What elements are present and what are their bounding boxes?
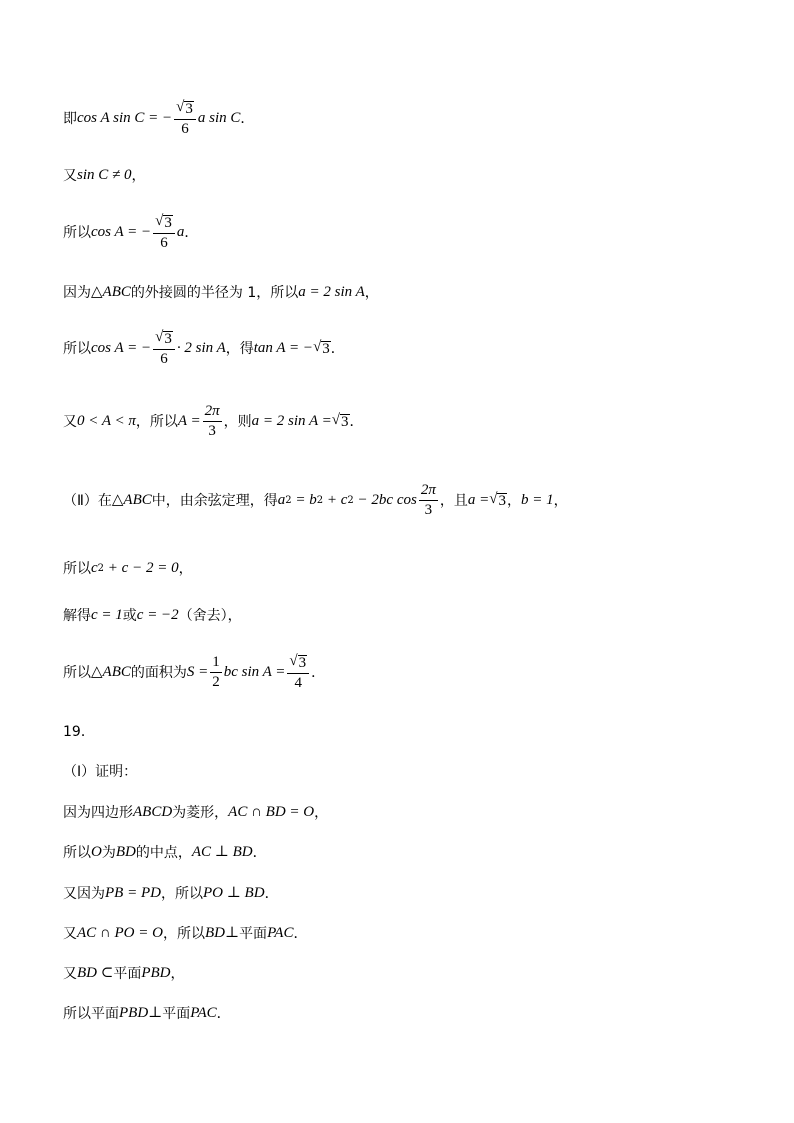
- text: 又因为: [63, 885, 105, 902]
- math: a = 2 sin A: [298, 284, 365, 300]
- numerator: 1: [210, 655, 222, 673]
- text: 中，由余弦定理，得: [151, 492, 278, 509]
- text: 又: [63, 925, 77, 942]
- math: cos A sin C = −: [77, 110, 173, 127]
- sqrt-arg: 3: [298, 655, 307, 671]
- math: bc sin A =: [223, 664, 286, 681]
- math: + c − 2 = 0: [104, 560, 179, 576]
- text: 解得: [63, 607, 91, 624]
- denominator: 6: [160, 350, 168, 367]
- text: 或: [122, 607, 137, 624]
- math: c: [91, 560, 98, 576]
- punct: ．: [311, 664, 326, 681]
- punct: ．: [349, 413, 364, 430]
- proof-line-1: [63, 805, 328, 820]
- text: 所以: [63, 340, 91, 357]
- math: a =: [467, 492, 490, 509]
- math: cos A = −: [91, 340, 152, 357]
- text: 19．: [63, 724, 95, 740]
- math: BD⊥: [204, 925, 240, 941]
- math: A =: [177, 413, 201, 430]
- sqrt: √ 3: [176, 99, 193, 117]
- math: AC ⊥ BD: [191, 844, 253, 860]
- math: AC ∩ BD = O: [228, 804, 315, 820]
- solution-line-6: [63, 404, 364, 440]
- math: a sin C: [197, 110, 241, 127]
- math: △ABC: [91, 284, 131, 300]
- punct: ，: [170, 965, 185, 982]
- math: a: [277, 492, 286, 509]
- text: （Ⅰ）证明：: [63, 764, 138, 780]
- math: △ABC: [91, 664, 131, 681]
- math: sin C ≠ 0: [77, 167, 132, 183]
- solution-line-2: [63, 168, 146, 183]
- text: （舍去），: [178, 607, 242, 624]
- sqrt-arg: 3: [164, 215, 172, 231]
- text: ，得: [225, 340, 254, 357]
- text: 所以: [63, 560, 91, 577]
- exponent: 2: [97, 562, 105, 574]
- text: 为: [101, 844, 116, 861]
- text: 又: [63, 167, 77, 184]
- denominator: 6: [181, 120, 189, 137]
- text: （Ⅱ）在: [63, 492, 112, 509]
- text: ，则: [223, 413, 252, 430]
- punct: ，: [506, 492, 521, 509]
- text: 平面: [239, 925, 268, 942]
- solution-line-3: [63, 214, 198, 252]
- punct: ．: [330, 340, 345, 357]
- punct: ，: [553, 492, 568, 509]
- solution-line-7: [63, 483, 568, 519]
- punct: ．: [252, 844, 267, 861]
- sqrt: √ 3: [331, 411, 349, 430]
- math: △ABC: [111, 492, 152, 509]
- part-heading: [63, 765, 137, 779]
- math: BD: [115, 844, 136, 860]
- numerator: 2π: [203, 404, 222, 422]
- punct: ．: [264, 885, 279, 902]
- punct: ．: [216, 1005, 231, 1022]
- solution-line-10: [63, 654, 325, 692]
- sqrt-arg: 3: [341, 413, 349, 430]
- sqrt-arg: 3: [164, 331, 172, 347]
- sqrt: √ 3: [289, 653, 307, 671]
- solution-line-8: [63, 561, 193, 576]
- math: PBD⊥: [119, 1005, 163, 1021]
- text: 为菱形，: [172, 804, 229, 821]
- math: a: [176, 224, 185, 241]
- text: 因为: [63, 284, 91, 301]
- math: AC ∩ PO = O: [77, 925, 163, 941]
- proof-line-2: [63, 845, 267, 860]
- text: 又: [63, 413, 77, 430]
- math: 0 < A < π: [77, 413, 136, 430]
- punct: ．: [184, 224, 199, 241]
- punct: ，: [178, 560, 193, 577]
- text: 平面: [113, 965, 142, 982]
- sqrt: √ 3: [489, 490, 506, 509]
- solution-line-1: [63, 100, 254, 138]
- punct: ，: [314, 804, 329, 821]
- text: 又: [63, 965, 77, 982]
- text: 平面: [162, 1005, 191, 1022]
- sqrt: √ 3: [313, 338, 330, 357]
- math: PB = PD: [105, 885, 161, 901]
- proof-line-6: [63, 1006, 231, 1021]
- proof-line-5: [63, 966, 185, 981]
- exponent: 2: [316, 494, 324, 506]
- denominator: 3: [424, 501, 433, 518]
- fraction: [174, 100, 196, 138]
- proof-line-3: [63, 886, 279, 901]
- math: PBD: [141, 965, 171, 981]
- math: PAC: [267, 925, 294, 941]
- sqrt: √ 3: [155, 329, 172, 347]
- text: 所以: [63, 224, 91, 241]
- text: 因为四边形: [63, 804, 133, 821]
- punct: ，: [364, 284, 379, 301]
- denominator: 4: [294, 674, 303, 691]
- sqrt-arg: 3: [498, 492, 506, 509]
- text: ，所以: [160, 885, 203, 902]
- solution-line-5: [63, 330, 345, 368]
- math: c = −2: [136, 607, 179, 623]
- punct: ．: [240, 110, 255, 127]
- math: b = 1: [520, 492, 554, 509]
- sqrt-arg: 3: [322, 340, 330, 357]
- solution-line-9: [63, 608, 242, 623]
- text: 即: [63, 110, 77, 127]
- denominator: 2: [212, 673, 220, 690]
- sqrt: √ 3: [155, 213, 172, 231]
- text: 的外接圆的半径为 1，所以: [130, 284, 299, 301]
- math: c = 1: [91, 607, 123, 623]
- exponent: 2: [285, 494, 292, 506]
- text: 的面积为: [130, 664, 187, 681]
- fraction: [203, 404, 222, 440]
- denominator: 6: [160, 234, 168, 251]
- text: ，且: [439, 492, 468, 509]
- fraction: [287, 654, 309, 692]
- punct: ，: [131, 167, 146, 184]
- text: ，所以: [162, 925, 205, 942]
- fraction: [153, 330, 175, 368]
- sqrt-arg: 3: [185, 101, 193, 117]
- math: · 2 sin A: [176, 340, 226, 357]
- math: S =: [186, 664, 209, 681]
- solution-line-4: [63, 285, 379, 300]
- math: BD ⊂: [77, 965, 114, 981]
- exponent: 2: [347, 494, 354, 506]
- text: 所以平面: [63, 1005, 119, 1022]
- problem-number: [63, 725, 95, 739]
- math: PO ⊥ BD: [202, 885, 265, 901]
- math: tan A = −: [253, 340, 314, 357]
- math: O: [91, 844, 102, 860]
- denominator: 3: [208, 422, 216, 439]
- text: 所以: [63, 664, 91, 681]
- math: ABCD: [133, 804, 173, 820]
- math: PAC: [190, 1005, 217, 1021]
- fraction: [419, 483, 438, 519]
- fraction: [153, 214, 175, 252]
- math: = b: [291, 492, 317, 509]
- text: 所以: [63, 844, 91, 861]
- math: a = 2 sin A =: [251, 413, 332, 430]
- proof-line-4: [63, 926, 307, 941]
- numerator: 2π: [419, 483, 438, 501]
- math: cos A = −: [91, 224, 152, 241]
- math: − 2bc cos: [353, 492, 417, 509]
- math: + c: [323, 492, 348, 509]
- fraction: [210, 655, 222, 691]
- text: 的中点，: [135, 844, 192, 861]
- punct: ．: [293, 925, 308, 942]
- text: ，所以: [135, 413, 178, 430]
